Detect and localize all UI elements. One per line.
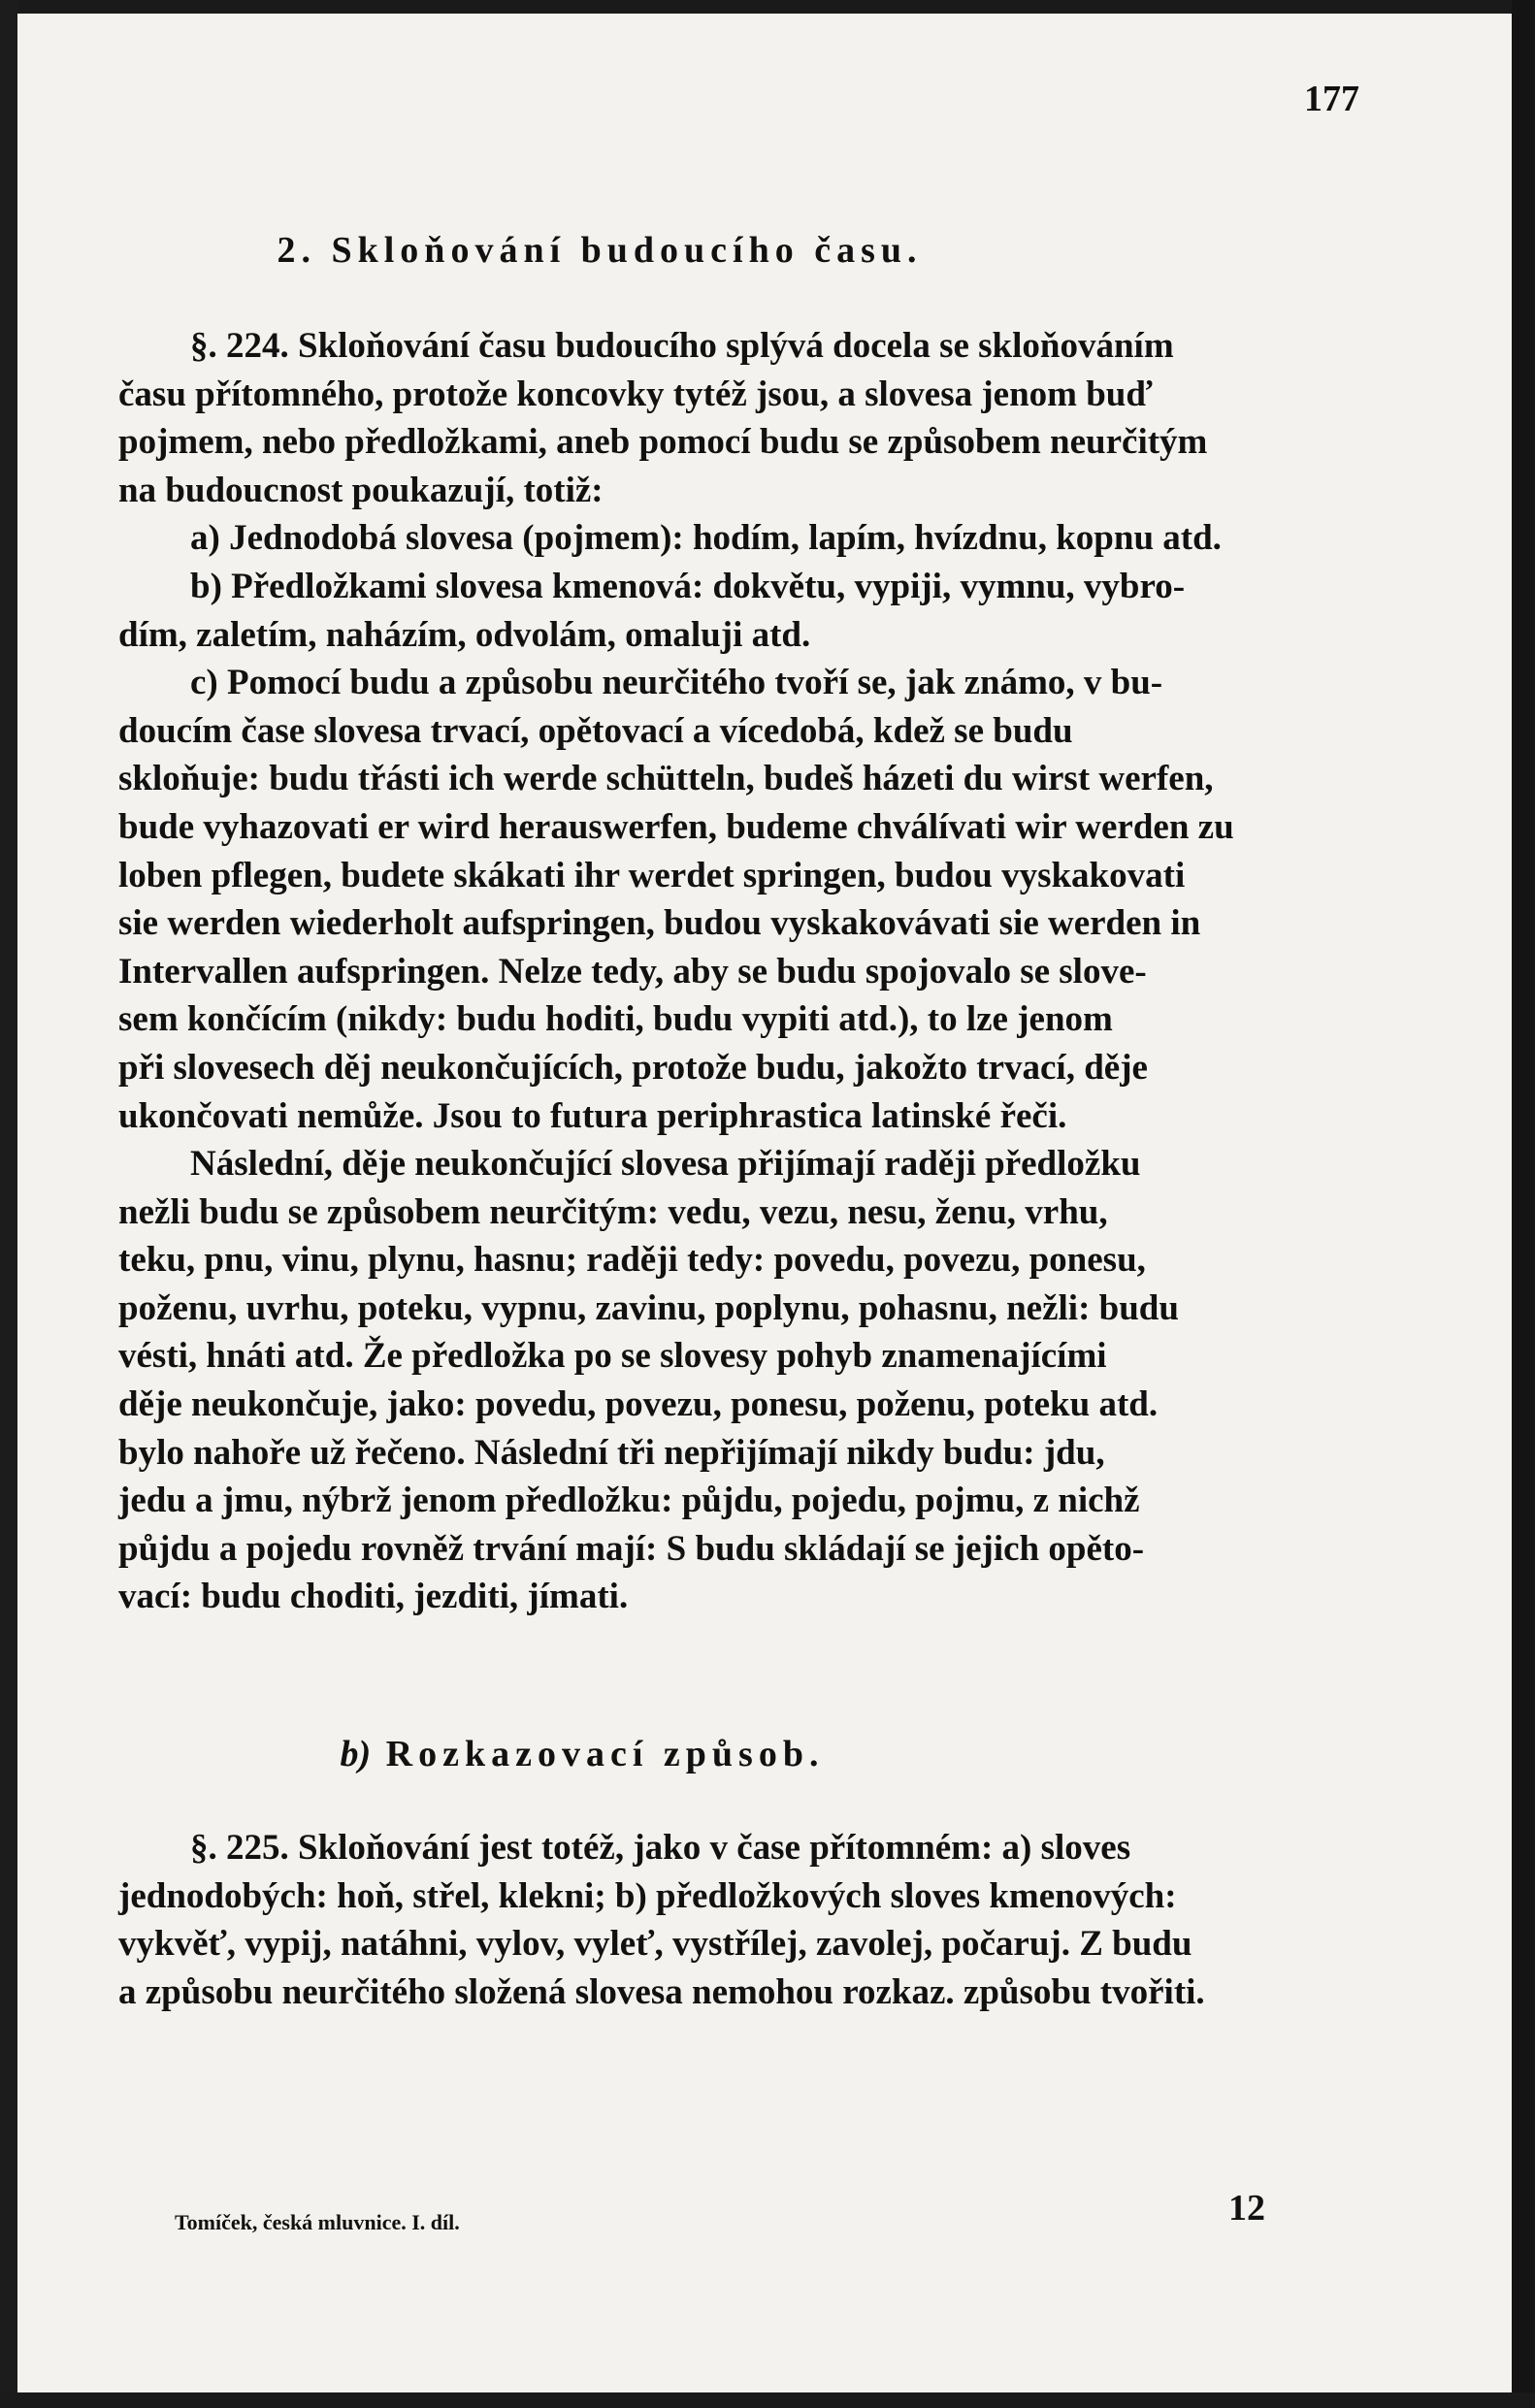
text-line: sem končícím (nikdy: budu hoditi, budu vypiti atd.), to lze jenom xyxy=(118,999,1113,1040)
page-number: 177 xyxy=(1304,79,1359,119)
paragraph-nasledni xyxy=(118,1140,1388,1621)
item-a xyxy=(118,514,1388,563)
footer-book-title: Tomíček, česká mluvnice. I. díl. xyxy=(175,2210,460,2234)
text-line: dím, zaletím, naházím, odvolám, omaluji atd. xyxy=(118,614,811,655)
text-line: §. 225. Skloňování jest totéž, jako v čase přítomném: a) sloves xyxy=(190,1828,1131,1868)
text-line: b) Předložkami slovesa kmenová: dokvětu, vypiji, vymnu, vybro- xyxy=(190,566,1186,606)
section-heading-imperative xyxy=(17,1733,1329,1775)
item-b xyxy=(118,563,1388,659)
text-line: c) Pomocí budu a způsobu neurčitého tvoří se, jak známo, v bu- xyxy=(190,663,1163,703)
text-line: na budoucnost poukazují, totiž: xyxy=(118,470,604,510)
text-line: půjdu a pojedu rovněž trvání mají: S budu skládají se jejich opěto- xyxy=(118,1528,1145,1569)
text-line: poženu, uvrhu, poteku, vypnu, zavinu, poplynu, pohasnu, nežli: budu xyxy=(118,1287,1179,1328)
text-line: nežli budu se způsobem neurčitým: vedu, vezu, nesu, ženu, vrhu, xyxy=(118,1191,1108,1232)
scan-border-right xyxy=(1512,0,1535,2408)
text-line: vésti, hnáti atd. Že předložka po se slovesy pohyb znamenajícími xyxy=(118,1336,1107,1377)
text-line: a) Jednodobá slovesa (pojmem): hodím, lapím, hvízdnu, kopnu atd. xyxy=(190,518,1222,559)
heading-label: b) xyxy=(340,1734,372,1774)
paragraph-224 xyxy=(118,322,1388,514)
text-line: loben pflegen, budete skákati ihr werdet springen, budou vyskakovati xyxy=(118,855,1186,895)
text-line: vací: budu choditi, jezditi, jímati. xyxy=(118,1577,629,1617)
text-line: a způsobu neurčitého složená slovesa nemohou rozkaz. způsobu tvořiti. xyxy=(118,1971,1205,2012)
text-line: pojmem, nebo předložkami, aneb pomocí budu se způsobem neurčitým xyxy=(118,422,1208,463)
paragraph-225 xyxy=(118,1824,1388,2016)
text-line: skloňuje: budu třásti ich werde schütteln, budeš házeti du wirst werfen, xyxy=(118,759,1214,799)
scan-border-left xyxy=(0,0,17,2408)
text-line: při slovesech děj neukončujících, protože budu, jakožto trvací, děje xyxy=(118,1047,1148,1088)
text-line: bylo nahoře už řečeno. Následní tři nepřijímají nikdy budu: jdu, xyxy=(118,1432,1105,1473)
main-text-block xyxy=(118,322,1388,1621)
scan-border-bottom xyxy=(0,2392,1535,2408)
text-line: doucím čase slovesa trvací, opětovací a vícedobá, kdež se budu xyxy=(118,710,1073,751)
heading-text: Rozkazovací způsob. xyxy=(385,1734,825,1774)
text-line: jednodobých: hoň, střel, klekni; b) předložkových sloves kmenových: xyxy=(118,1875,1177,1916)
text-line: Následní, děje neukončující slovesa přijímají raději předložku xyxy=(190,1144,1141,1185)
text-line: děje neukončuje, jako: povedu, povezu, ponesu, poženu, poteku atd. xyxy=(118,1384,1159,1425)
text-line: vykvěť, vypij, natáhni, vylov, vyleť, vystřílej, zavolej, počaruj. Z budu xyxy=(118,1924,1192,1965)
text-line: Intervallen aufspringen. Nelze tedy, aby se budu spojovalo se slove- xyxy=(118,951,1147,992)
text-line: jedu a jmu, nýbrž jenom předložku: půjdu, pojedu, pojmu, z nichž xyxy=(118,1481,1140,1521)
book-page xyxy=(17,14,1512,2392)
scan-border-top xyxy=(0,0,1535,14)
text-line: teku, pnu, vinu, plynu, hasnu; raději tedy: povedu, povezu, ponesu, xyxy=(118,1240,1146,1281)
item-c xyxy=(118,659,1388,1140)
text-line: ukončovati nemůže. Jsou to futura periphrastica latinské řeči. xyxy=(118,1095,1067,1136)
text-line: bude vyhazovati er wird herauswerfen, budeme chválívati wir werden zu xyxy=(118,806,1234,847)
section-heading-future-tense: 2. Skloňování budoucího času. xyxy=(277,230,923,271)
text-line: sie werden wiederholt aufspringen, budou vyskakovávati sie werden in xyxy=(118,903,1201,944)
text-line: §. 224. Skloňování času budoucího splývá docela se skloňováním xyxy=(190,326,1174,366)
section-225-text xyxy=(118,1824,1388,2016)
footer-signature-number: 12 xyxy=(1228,2188,1265,2229)
text-line: času přítomného, protože koncovky tytéž jsou, a slovesa jenom buď xyxy=(118,374,1153,414)
